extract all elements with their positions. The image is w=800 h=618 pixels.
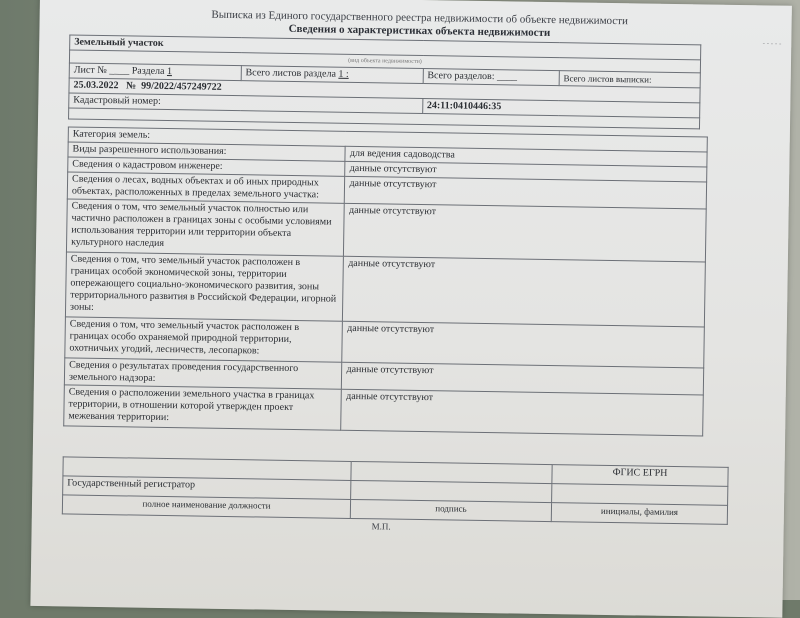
section-label: Раздела bbox=[131, 65, 165, 77]
total-sections-label: Всего разделов: bbox=[427, 70, 495, 83]
cadastral-engineer-label: Сведения о кадастровом инженере: bbox=[68, 157, 346, 176]
registry-name: ФГИС ЕГРН bbox=[552, 465, 728, 487]
cadastral-label: Кадастровый номер: bbox=[69, 93, 423, 114]
total-sheets-label: Всего листов раздела bbox=[245, 67, 337, 80]
seal-place: М.П. bbox=[371, 521, 391, 532]
document-sheet bbox=[30, 0, 792, 618]
permitted-use-value: для ведения садоводства bbox=[345, 146, 707, 167]
signature-table bbox=[62, 456, 729, 524]
position-caption: полное наименование должности bbox=[62, 495, 350, 519]
number-sign: № bbox=[125, 80, 137, 92]
protected-area-label: Сведения о том, что земельный участок расположен в границах особо охраняемой природной территории, охотничьих угодий, лесничеств, лесопарков: bbox=[65, 317, 343, 362]
header-table bbox=[68, 34, 701, 129]
supervision-value: данные отсутствуют bbox=[342, 362, 704, 395]
info-table bbox=[63, 126, 708, 436]
extract-number: 99/2022/457249722 bbox=[141, 80, 222, 93]
forests-label: Сведения о лесах, водных объектах и об иных природных объектах, расположенных в пределах земельного участка: bbox=[67, 172, 345, 203]
info-row bbox=[64, 385, 704, 436]
document-title: Выписка из Единого государственного реестра недвижимости об объекте недвижимости bbox=[211, 8, 629, 28]
special-zone-label: Сведения о том, что земельный участок полностью или частично расположен в границах зоны с особыми условиями использования территории или территории объекта культурного наследия bbox=[66, 199, 344, 256]
supervision-label: Сведения о результатах проведения государственного земельного надзора: bbox=[64, 358, 342, 389]
object-type: Земельный участок bbox=[70, 35, 701, 60]
land-category-label: Категория земель: bbox=[68, 127, 707, 152]
page-mark: - - - - - bbox=[762, 39, 782, 48]
protected-area-value: данные отсутствуют bbox=[342, 321, 704, 368]
extract-date: 25.03.2022 bbox=[73, 79, 119, 92]
section-value: 1 bbox=[166, 66, 173, 78]
cadastral-engineer-value: данные отсутствуют bbox=[345, 161, 707, 182]
economic-zone-value: данные отсутствуют bbox=[343, 256, 706, 327]
special-zone-value: данные отсутствуют bbox=[344, 203, 706, 262]
info-row bbox=[65, 252, 705, 327]
cadastral-number: 24:11:0410446:35 bbox=[422, 99, 700, 118]
sheet-info: Лист № ____ Раздела 1 bbox=[69, 63, 241, 81]
permitted-use-label: Виды разрешенного использования: bbox=[68, 142, 346, 161]
registrar-position: Государственный регистратор bbox=[63, 476, 351, 500]
document-subtitle: Сведения о характеристиках объекта недвижимости bbox=[288, 22, 551, 40]
survey-project-label: Сведения о расположении земельного участка в границах территории, в отношении которой утвержден проект межевания территории: bbox=[64, 385, 342, 430]
sheet-label: Лист № bbox=[73, 64, 107, 77]
economic-zone-label: Сведения о том, что земельный участок расположен в границах особой экономической зоны, территории опережающего социально-экономического развития, зоны территориального развития в Российской Федерации, игорной зоны: bbox=[65, 252, 343, 321]
name-caption: инициалы, фамилия bbox=[551, 503, 727, 525]
total-extract-sheets-label: Всего листов выписки: bbox=[563, 73, 652, 85]
total-sheets-value: 1 : bbox=[338, 68, 349, 80]
signature-caption: подпись bbox=[350, 499, 551, 521]
object-type-caption: (вид объекта недвижимости) bbox=[69, 50, 700, 73]
survey-project-value: данные отсутствуют bbox=[341, 389, 703, 436]
total-sections-info: Всего разделов: ____ bbox=[423, 69, 559, 86]
forests-value: данные отсутствуют bbox=[345, 176, 707, 209]
